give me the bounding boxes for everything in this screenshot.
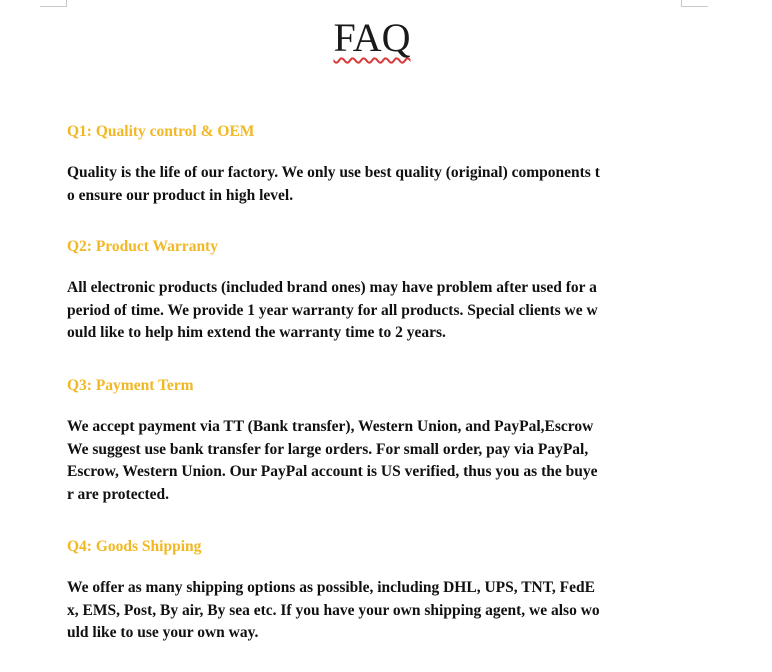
faq-item-q3	[67, 374, 597, 506]
answer-line: We suggest use bank transfer for large orders. For small order, pay via PayPal,	[67, 440, 589, 458]
faq-answer	[67, 162, 600, 207]
answer-line: Escrow, Western Union. Our PayPal account is US verified, thus you as the buye	[67, 463, 598, 480]
page-corner-mark-right	[681, 0, 708, 7]
answer-line: We accept payment via TT (Bank transfer), Western Union, and PayPal,Escrow	[67, 418, 594, 435]
faq-question: Q2: Product Warranty	[67, 238, 218, 255]
faq-question: Q3: Payment Term	[67, 377, 194, 394]
page-corner-mark-left	[40, 0, 67, 7]
faq-question: Q1: Quality control & OEM	[67, 123, 255, 140]
page-title	[0, 14, 744, 62]
answer-line: uld like to use your own way.	[67, 624, 259, 641]
answer-line: x, EMS, Post, By air, By sea etc. If you have your own shipping agent, we also wo	[67, 601, 600, 619]
faq-question: Q4: Goods Shipping	[67, 538, 202, 555]
answer-line: r are protected.	[67, 485, 170, 503]
answer-line: We offer as many shipping options as possible, including DHL, UPS, TNT, FedE	[67, 579, 595, 596]
faq-item-q4	[67, 535, 600, 645]
faq-item-q2	[67, 235, 598, 345]
faq-answer	[67, 577, 600, 645]
page-title-text: FAQ	[333, 15, 411, 60]
answer-line: o ensure our product in high level.	[67, 186, 294, 204]
faq-answer	[67, 277, 598, 345]
answer-line: period of time. We provide 1 year warranty for all products. Special clients we w	[67, 301, 598, 319]
faq-item-q1	[67, 120, 600, 207]
answer-line: ould like to help him extend the warranty time to 2 years.	[67, 324, 446, 341]
faq-answer	[67, 416, 597, 506]
answer-line: Quality is the life of our factory. We only use best quality (original) components t	[67, 164, 600, 181]
answer-line: All electronic products (included brand ones) may have problem after used for a	[67, 279, 597, 296]
